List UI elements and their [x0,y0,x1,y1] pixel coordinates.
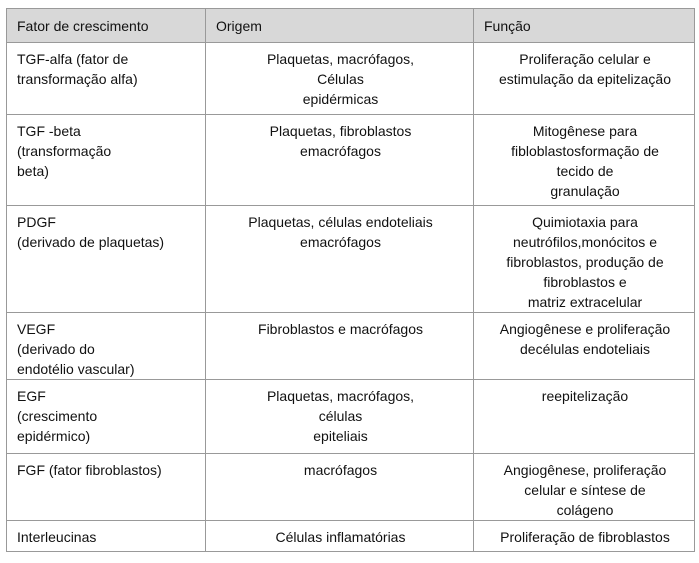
cell-text-line: Plaquetas, macrófagos, [266,51,415,67]
cell-fator [7,313,206,380]
cell-text-line: células [318,408,363,424]
cell-text-line: epidérmico) [17,428,91,444]
cell-text-line: emacrófagos [300,234,381,250]
cell-text-line: Proliferação celular e [519,51,651,67]
cell-text-line: tecido de [556,163,614,179]
cell-text-line: estimulação da epitelização [499,71,671,87]
cell-fator [7,380,206,454]
cell-text-line: emacrófagos [300,143,381,159]
cell-text-line: endotélio vascular) [17,361,135,377]
header-funcao: Função [474,9,695,43]
cell-funcao [474,454,695,521]
cell-text-line: Fibroblastos e macrófagos [258,321,423,337]
cell-text-line: fibroblastos, produção de [506,254,664,270]
cell-text-line: beta) [17,163,49,179]
cell-fator [7,115,206,206]
cell-fator [7,43,206,115]
cell-text-line: Angiogênese, proliferação [503,462,667,478]
cell-text-line: Mitogênese para [532,123,638,139]
cell-text-line: fibroblastos e [543,274,627,290]
cell-origem [206,115,474,206]
cell-text-line: FGF (fator fibroblastos) [17,462,162,478]
cell-text-line: macrófagos [303,462,378,478]
cell-text-line: colágeno [556,502,614,518]
cell-text-line: Proliferação de fibroblastos [500,529,670,545]
cell-fator [7,206,206,313]
cell-text-line: TGF-alfa (fator de [17,51,129,67]
cell-origem [206,206,474,313]
cell-text-line: TGF -beta [17,123,81,139]
cell-text-line: (derivado de plaquetas) [17,234,165,250]
cell-fator [7,454,206,521]
growth-factor-table [6,8,695,552]
header-row [7,9,695,43]
cell-origem [206,43,474,115]
cell-funcao [474,206,695,313]
cell-text-line: matriz extracelular [527,294,643,310]
cell-text-line: Células [317,71,364,87]
cell-origem [206,521,474,552]
cell-fator [7,521,206,552]
cell-text-line: Quimiotaxia para [532,214,638,230]
cell-funcao [474,115,695,206]
cell-origem [206,454,474,521]
cell-text-line: epiteliais [313,428,368,444]
header-fator: Fator de crescimento [7,9,206,43]
table-row [7,115,695,206]
cell-text-line: reepitelização [541,388,629,404]
cell-text-line: celular e síntese de [524,482,646,498]
table-row [7,380,695,454]
cell-text-line: Plaquetas, fibroblastos [269,123,412,139]
table-row [7,521,695,552]
cell-funcao [474,313,695,380]
cell-text-line: transformação alfa) [17,71,138,87]
cell-text-line: (derivado do [17,341,95,357]
cell-text-line: granulação [550,183,620,199]
cell-text-line: Plaquetas, macrófagos, [266,388,415,404]
cell-origem [206,380,474,454]
cell-text-line: Células inflamatórias [275,529,406,545]
cell-text-line: Plaquetas, células endoteliais [248,214,433,230]
cell-text-line: EGF [17,388,46,404]
table-row [7,454,695,521]
cell-text-line: PDGF [17,214,56,230]
cell-text-line: (crescimento [17,408,98,424]
cell-text-line: (transformação [17,143,112,159]
cell-funcao [474,43,695,115]
table-row [7,43,695,115]
cell-origem [206,313,474,380]
cell-text-line: epidérmicas [302,91,379,107]
cell-text-line: fibloblastosformação de [511,143,659,159]
cell-funcao [474,380,695,454]
cell-funcao [474,521,695,552]
table-row [7,206,695,313]
cell-text-line: VEGF [17,321,56,337]
table-row [7,313,695,380]
cell-text-line: Angiogênese e proliferação [499,321,671,337]
cell-text-line: neutrófilos,monócitos e [513,234,657,250]
header-origem: Origem [206,9,474,43]
cell-text-line: Interleucinas [17,529,97,545]
cell-text-line: decélulas endoteliais [520,341,650,357]
